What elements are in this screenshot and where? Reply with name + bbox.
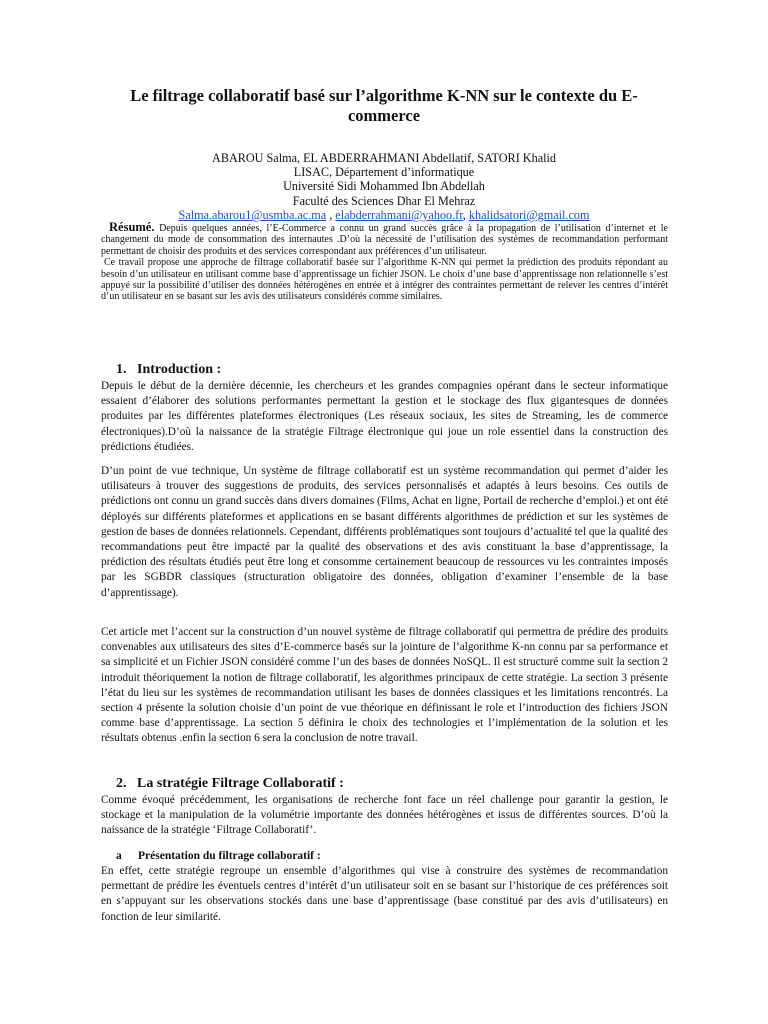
section-number: 2.	[116, 776, 127, 791]
section-heading-introduction	[116, 362, 221, 378]
paragraph: Comme évoqué précédemment, les organisations de recherche font face un réel challenge pour garantir la gestion, le stockage et la manipulation de la volumétrie importante des données hétérogènes et issus de différentes sources. D’où la naissance de la stratégie ‘Filtrage Collaboratif’.	[101, 794, 668, 837]
paragraph: Cet article met l’accent sur la construction d’un nouvel système de filtrage collaboratif qui permettra de prédire des produits convenables aux utilisateurs des sites d’E-commerce basés sur la jointure de l’algorithme K-nn connu par sa performance et sa simplicité et un Fichier JSON considéré comme l’un des bases de données NoSQL. Il est structuré comme suit la section 2 introduit théoriquement la notion de filtrage collaboratif, les algorithmes principaux de cette stratégie. La section 3 présente l’état du lieu sur les systèmes de recommandation utilisant les bases de données classiques et les limitations rencontrés. La section 4 présente la solution choisie d’un point de vue théorique en définissant le role et l’introduction des fichiers JSON comme base d’apprentissage. La section 5 définira le choix des technologies et l’implémentation de la solution et les résultats obtenus .enfin la section 6 sera la conclusion de notre travail.	[101, 626, 668, 745]
email-separator: ,	[326, 208, 336, 222]
section-body-introduction-2	[101, 464, 668, 601]
email-link-1[interactable]: Salma.abarou1@usmba.ac.ma	[178, 208, 327, 222]
section-title: Introduction :	[137, 362, 222, 377]
author-lab: LISAC, Département d’informatique	[293, 165, 475, 180]
section-title: La stratégie Filtrage Collaboratif :	[137, 776, 344, 791]
section-number: 1.	[116, 362, 127, 377]
email-link-3[interactable]: khalidsatori@gmail.com	[468, 208, 590, 222]
subsection-heading-presentation	[116, 850, 321, 863]
author-emails	[100, 208, 668, 222]
author-names: ABAROU Salma, EL ABDERRAHMANI Abdellatif, SATORI Khalid	[212, 151, 556, 165]
abstract-text: Depuis quelques années, l’E-Commerce a connu un grand succès grâce à la propagation de l’utilisation d’internet et le changement du mode de consommation des internautes .D’où la nécessité de l’utilisation des systèmes de recommandation performant permettant de choisir des produits et des services correspondant aux préférences d’un utilisateur.	[101, 223, 668, 257]
paragraph: Depuis le début de la dernière décennie, les chercheurs et les grandes compagnies opérant dans le secteur informatique essaient d’élaborer des solutions performantes permettant la gestion et le stockage des flux gigantesques de données produites par les différentes plateformes électroniques (Les réseaux sociaux, les sites de Streaming, les de commerce électroniques).D’où la naissance de la stratégie Filtrage électronique qui joue un role essentiel dans la construction des prédictions étudiées.	[101, 380, 668, 453]
subsection-body-presentation	[101, 864, 668, 925]
paragraph: D’un point de vue technique, Un système de filtrage collaboratif est un système recommandation qui permet d’aider les utilisateurs à trouver des suggestions de produits, des services personnalisés et adaptés à leurs besoins. Ces outils de prédictions ont connu un grand succès dans divers domaines (Films, Achat en ligne, Portail de recherche d’emploi.) et ont été déployés sur différents plateformes et applications en se basant différents algorithmes de prédiction et sur les systèmes de gestion de bases de données relationnels. Cependant, différents problématiques sont toujours d’actualité tel que la qualité des recommandations peut être impacté par la qualité des observations et des avis constituant la base d’apprentissage, la prédiction des résultats étudiés peut être long et consomme certainement beaucoup de ressources vu les contraintes imposés par les SGBDR classiques (structuration obligatoire des données, obligation d’examiner l’ensemble de la base d’apprentissage).	[101, 465, 668, 599]
abstract-paragraph-2: Ce travail propose une approche de filtrage collaboratif basée sur l’algorithme K-NN qui permet la prédiction des produits répondant au besoin d’un utilisateur en utilisant comme base d’apprentissage un fichier JSON. Le choix d’une base d’apprentissage non relationnelle s’est appuyé sur la possibilité d’utiliser des données hétérogènes en entrée et à intégrer des contraintes permettant de relever les centres d’intérêt d’un utilisateur en se basant sur les avis des utilisateurs considérés comme similaires.	[101, 257, 668, 303]
email-link-2[interactable]: elabderrahmani@yahoo.fr	[335, 208, 463, 222]
email-separator: ,	[462, 208, 469, 222]
abstract-label: Résumé.	[109, 220, 155, 234]
author-block	[100, 151, 668, 208]
subsection-title: Présentation du filtrage collaboratif :	[138, 850, 321, 862]
abstract-paragraph	[101, 222, 668, 257]
section-body-introduction-3	[101, 625, 668, 747]
paper-title: Le filtrage collaboratif basé sur l’algorithme K-NN sur le contexte du E-commerce	[130, 86, 638, 125]
section-body-introduction	[101, 379, 668, 455]
section-heading-filtrage	[116, 776, 344, 792]
section-body-filtrage	[101, 793, 668, 839]
abstract	[101, 222, 668, 303]
paragraph: En effet, cette stratégie regroupe un ensemble d’algorithmes qui vise à construire des systèmes de recommandation permettant de prédire les éventuels centres d’intérêt d’un utilisateur soit en se basant sur l’historique de ces préférences soit en s’appuyant sur les observations stockés dans une base d’apprentissage (base constitué par des avis d’utilisateurs) en fonction de leur similarité.	[101, 865, 668, 923]
subsection-number: a	[116, 850, 122, 862]
author-faculty: Faculté des Sciences Dhar El Mehraz	[292, 193, 476, 208]
author-university: Université Sidi Mohammed Ibn Abdellah	[283, 179, 485, 194]
